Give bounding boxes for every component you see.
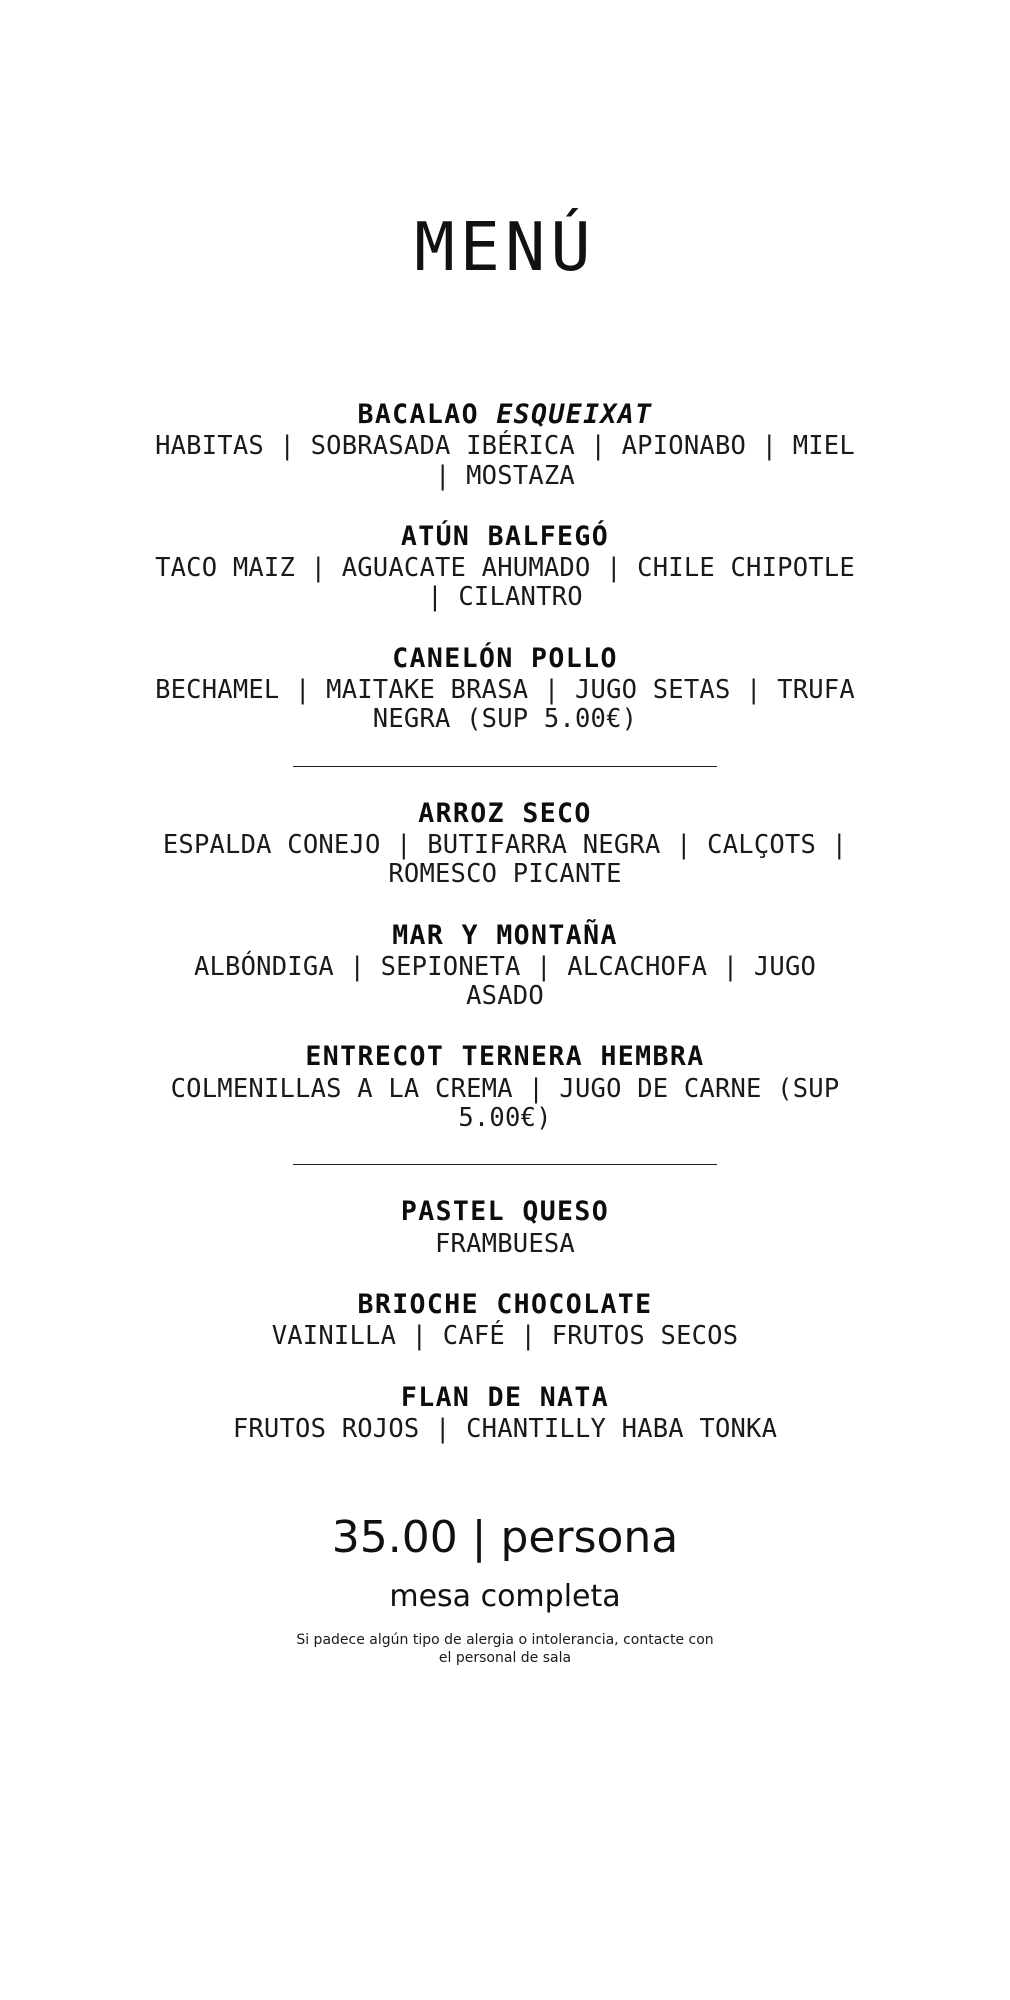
dish-name — [125, 399, 885, 430]
dish-description: FRAMBUESA — [435, 1228, 575, 1259]
price-per-person: 35.00 | persona — [331, 1512, 679, 1564]
menu-item — [125, 798, 885, 890]
dish-description: FRUTOS ROJOS | CHANTILLY HABA TONKA — [232, 1413, 778, 1444]
dish-name-plain: BACALAO — [357, 399, 497, 430]
dish-description: BECHAMEL | MAITAKE BRASA | JUGO SETAS | TRUFA NEGRA (SUP 5.00€) — [155, 675, 855, 735]
dish-name — [125, 521, 885, 552]
section-divider — [293, 1164, 717, 1165]
dish-name-italic: ESQUEIXAT — [496, 399, 653, 430]
dish-name — [125, 798, 885, 829]
dish-name-plain: FLAN DE NATA — [400, 1381, 610, 1413]
dish-description: HABITAS | SOBRASADA IBÉRICA | APIONABO | MIEL | MOSTAZA — [155, 431, 855, 491]
dish-description: TACO MAIZ | AGUACATE AHUMADO | CHILE CHIPOTLE | CILANTRO — [155, 553, 855, 613]
menu-section-desserts — [125, 1196, 885, 1444]
dish-name-plain: PASTEL QUESO — [400, 1196, 610, 1228]
dish-name-plain: ENTRECOT TERNERA HEMBRA — [305, 1041, 705, 1073]
menu-section-mains — [125, 798, 885, 1134]
dish-name-plain: CANELÓN POLLO — [392, 642, 618, 674]
dish-name — [125, 643, 885, 674]
page-title: MENÚ — [414, 208, 596, 286]
dish-description: ALBÓNDIGA | SEPIONETA | ALCACHOFA | JUGO ASADO — [193, 951, 817, 1012]
menu-item — [125, 1196, 885, 1259]
menu-sections — [125, 399, 885, 1444]
menu-section-starters — [125, 399, 885, 735]
dish-name — [125, 1382, 885, 1413]
dish-description: COLMENILLAS A LA CREMA | JUGO DE CARNE (SUP 5.00€) — [170, 1073, 840, 1134]
dish-name — [125, 1196, 885, 1227]
menu-item — [125, 399, 885, 491]
dish-description: VAINILLA | CAFÉ | FRUTOS SECOS — [271, 1321, 739, 1352]
allergy-notice: Si padece algún tipo de alergia o intolerancia, contacte con el personal de sala — [296, 1632, 714, 1666]
dish-name — [125, 1041, 885, 1072]
dish-description: ESPALDA CONEJO | BUTIFARRA NEGRA | CALÇOTS | ROMESCO PICANTE — [162, 829, 848, 890]
dish-name-plain: ATÚN BALFEGÓ — [400, 520, 610, 552]
menu-item — [125, 643, 885, 735]
menu-item — [125, 1382, 885, 1445]
dish-name — [125, 1289, 885, 1320]
dish-name — [125, 920, 885, 951]
menu-item — [125, 1289, 885, 1352]
menu-item — [125, 920, 885, 1012]
menu-footer — [0, 1514, 1010, 1667]
section-divider — [293, 766, 717, 767]
dish-name-plain: ARROZ SECO — [418, 797, 592, 829]
price-condition: mesa completa — [389, 1579, 621, 1615]
dish-name-plain: MAR Y MONTAÑA — [392, 919, 618, 951]
dish-name-plain: BRIOCHE CHOCOLATE — [357, 1288, 653, 1320]
menu-item — [125, 1041, 885, 1133]
menu-item — [125, 521, 885, 613]
